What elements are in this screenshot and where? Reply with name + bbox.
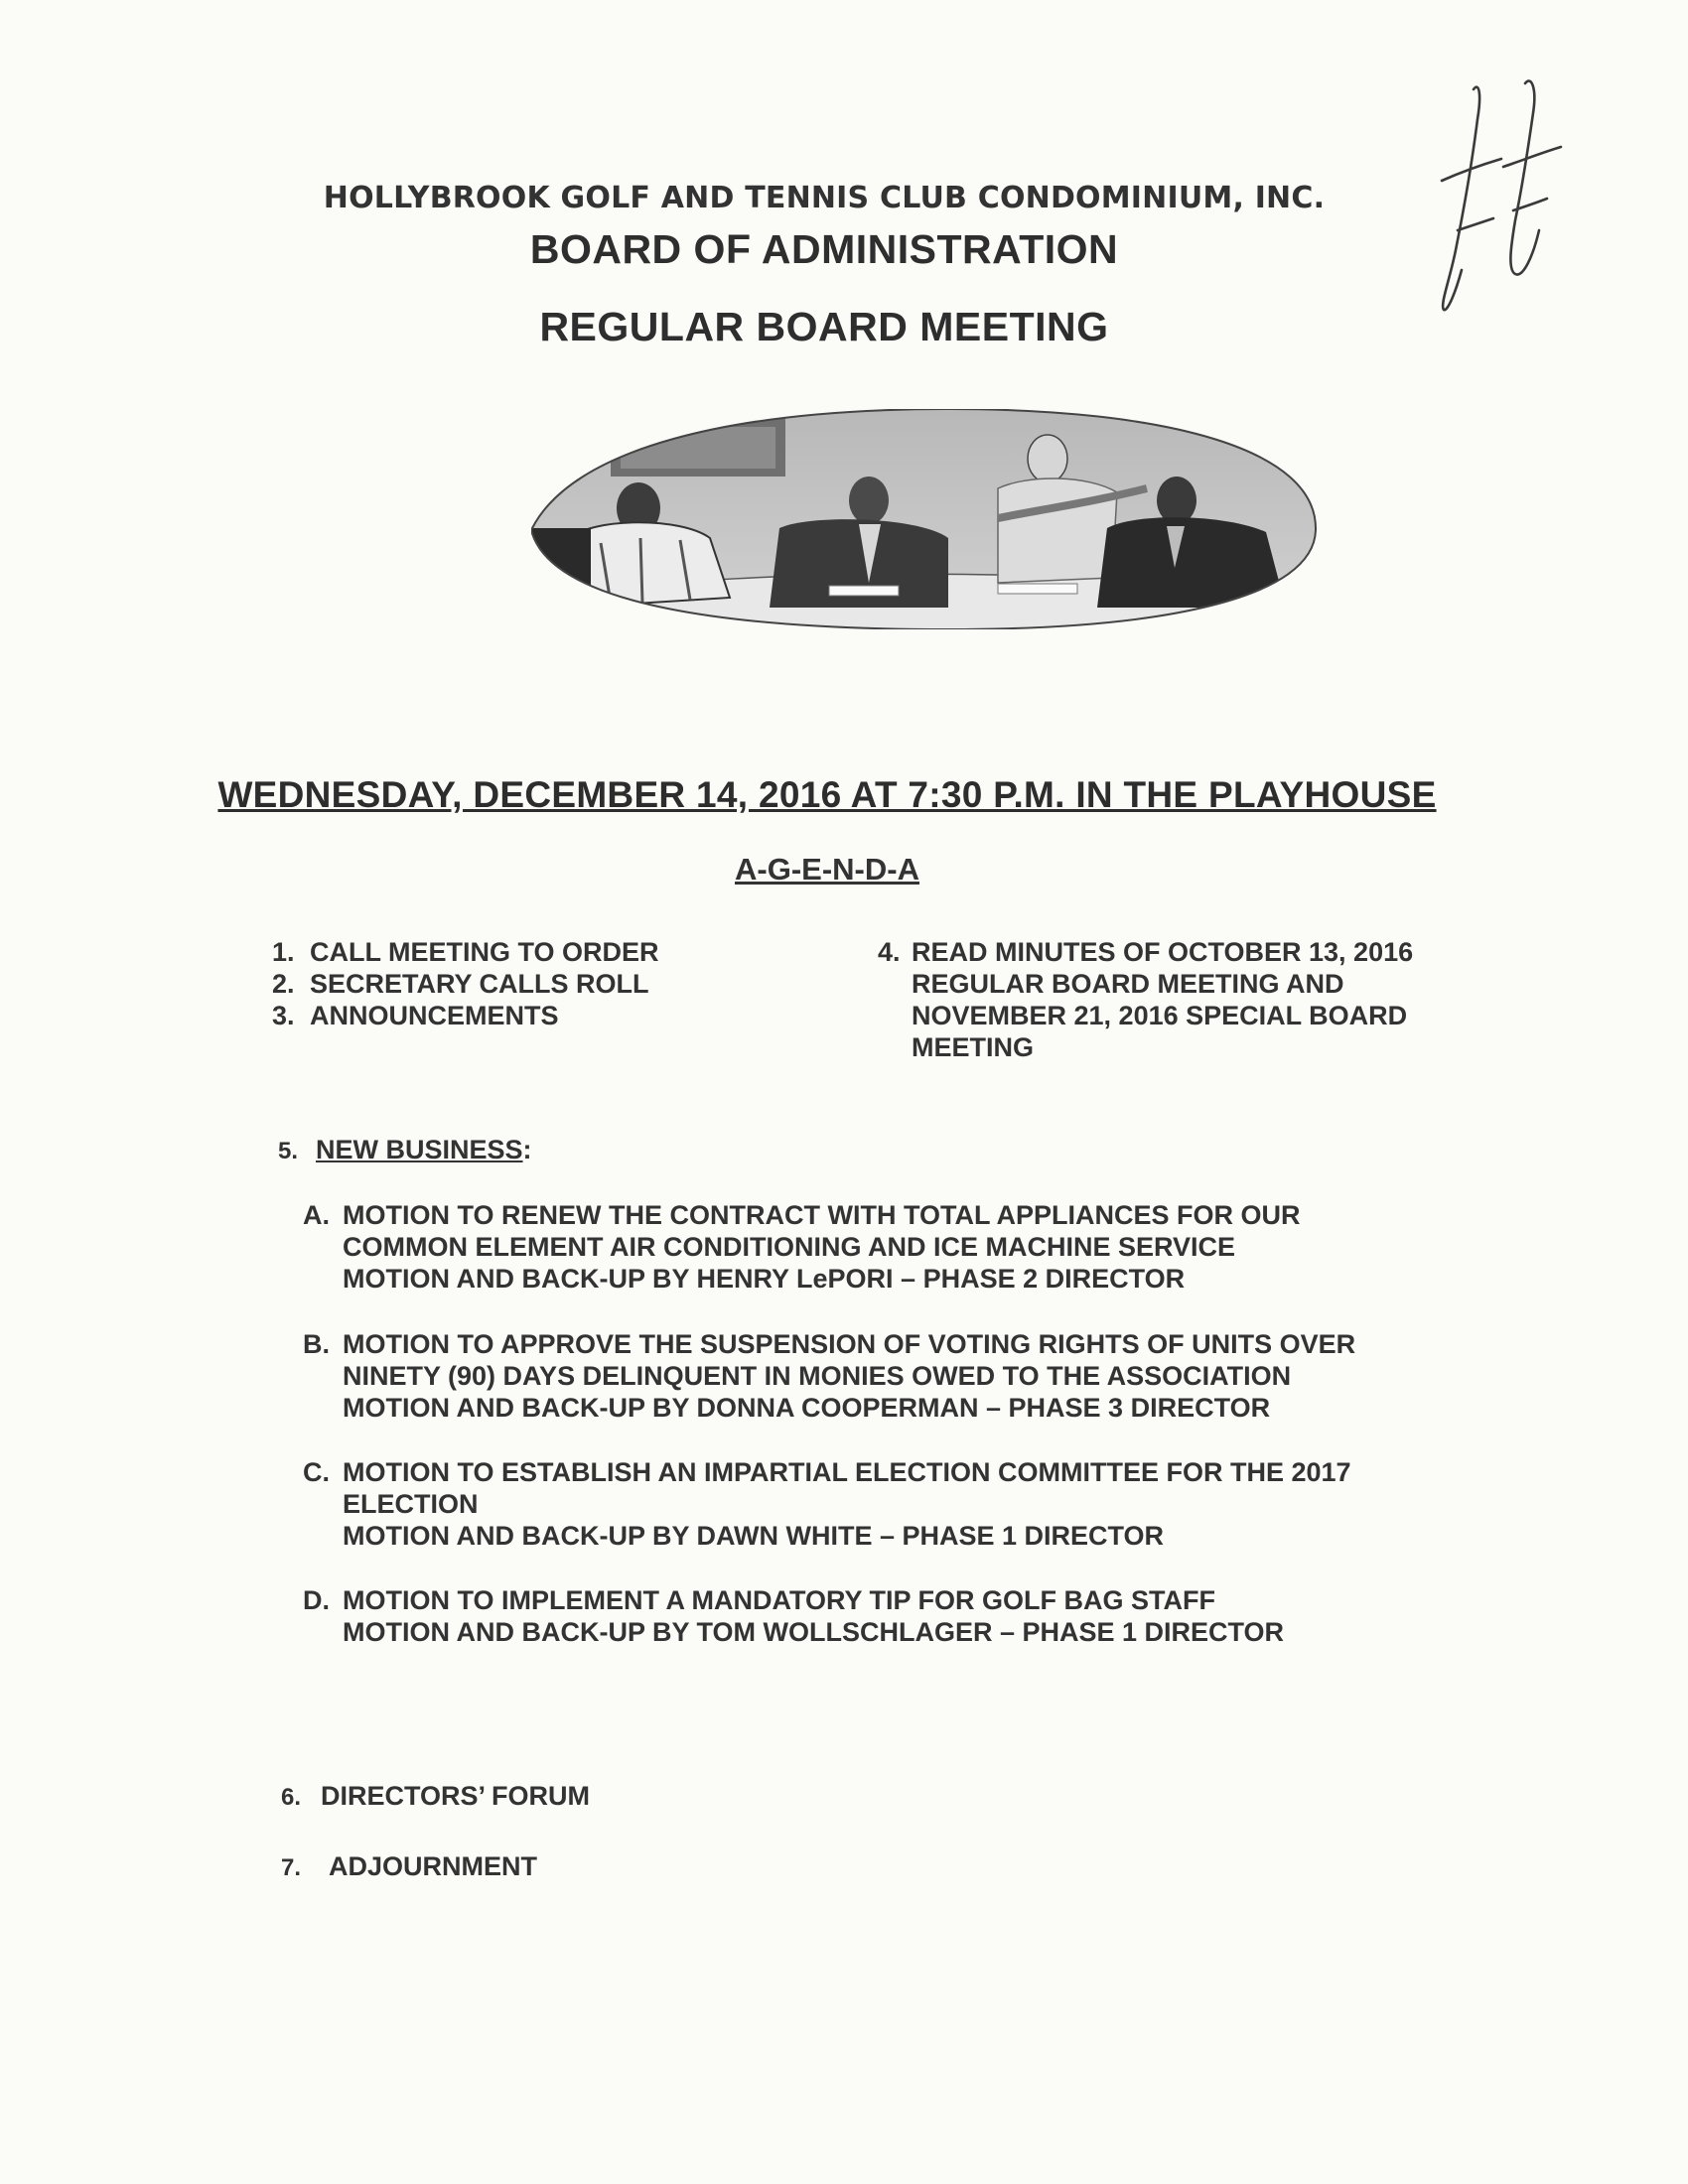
new-business-heading [278, 1134, 532, 1167]
agenda-item-number: 2. [272, 969, 295, 999]
motion-line: MOTION TO APPROVE THE SUSPENSION OF VOTING RIGHTS OF UNITS OVER [343, 1329, 1356, 1359]
agenda-item-7 [281, 1850, 537, 1884]
board-meeting-illustration-icon [531, 409, 1318, 629]
meeting-type-title: REGULAR BOARD MEETING [539, 304, 1109, 349]
agenda-heading: A-G-E-N-D-A [735, 852, 919, 887]
agenda-item-number: 3. [272, 1001, 295, 1030]
agenda-item-label: DIRECTORS’ FORUM [321, 1781, 591, 1811]
motion-item [303, 1199, 1300, 1295]
agenda-item [272, 1000, 559, 1031]
organization-name: HOLLYBROOK GOLF AND TENNIS CLUB CONDOMINIUM, INC. [323, 181, 1326, 215]
board-title: BOARD OF ADMINISTRATION [529, 226, 1119, 272]
motion-letter: B. [303, 1329, 330, 1359]
motion-line: MOTION AND BACK-UP BY DAWN WHITE – PHASE 1 DIRECTOR [343, 1521, 1165, 1551]
motion-letter: A. [303, 1200, 330, 1230]
motion-line: NINETY (90) DAYS DELINQUENT IN MONIES OWED TO THE ASSOCIATION [343, 1361, 1292, 1391]
agenda-item-number: 6. [281, 1784, 302, 1811]
agenda-item-line: READ MINUTES OF OCTOBER 13, 2016 [912, 937, 1414, 967]
meeting-date-line: WEDNESDAY, DECEMBER 14, 2016 AT 7:30 P.M. IN THE PLAYHOUSE [217, 774, 1437, 815]
agenda-item-number: 7. [281, 1854, 302, 1881]
agenda-item-4 [878, 936, 1413, 1063]
motion-line: COMMON ELEMENT AIR CONDITIONING AND ICE MACHINE SERVICE [343, 1232, 1236, 1262]
motion-letter: D. [303, 1585, 330, 1615]
handwritten-initials-icon [1430, 62, 1579, 330]
new-business-colon: : [522, 1135, 532, 1164]
agenda-item-label: ANNOUNCEMENTS [310, 1001, 559, 1030]
agenda-item-label: ADJOURNMENT [329, 1851, 538, 1881]
agenda-item-number: 1. [272, 937, 295, 967]
agenda-item-number: 4. [878, 937, 901, 967]
motion-item [303, 1456, 1351, 1552]
new-business-label: NEW BUSINESS [316, 1135, 523, 1164]
agenda-item-6 [281, 1780, 590, 1814]
motion-line: ELECTION [343, 1489, 479, 1519]
agenda-item-label: CALL MEETING TO ORDER [310, 937, 659, 967]
agenda-item-label: SECRETARY CALLS ROLL [310, 969, 649, 999]
motion-line: MOTION TO ESTABLISH AN IMPARTIAL ELECTION COMMITTEE FOR THE 2017 [343, 1457, 1351, 1487]
motion-line: MOTION AND BACK-UP BY HENRY LePORI – PHASE 2 DIRECTOR [343, 1264, 1186, 1294]
motion-line: MOTION TO RENEW THE CONTRACT WITH TOTAL APPLIANCES FOR OUR [343, 1200, 1301, 1230]
agenda-item-number: 5. [278, 1138, 299, 1164]
motion-line: MOTION AND BACK-UP BY DONNA COOPERMAN – PHASE 3 DIRECTOR [343, 1393, 1271, 1423]
motion-letter: C. [303, 1457, 330, 1487]
agenda-item [272, 968, 649, 1000]
agenda-item-line: MEETING [912, 1032, 1035, 1062]
motion-item [303, 1328, 1355, 1424]
motion-item [303, 1584, 1284, 1648]
motion-line: MOTION TO IMPLEMENT A MANDATORY TIP FOR GOLF BAG STAFF [343, 1585, 1215, 1615]
motion-line: MOTION AND BACK-UP BY TOM WOLLSCHLAGER – PHASE 1 DIRECTOR [343, 1617, 1285, 1647]
agenda-item [272, 936, 659, 968]
agenda-item-line: NOVEMBER 21, 2016 SPECIAL BOARD [912, 1001, 1408, 1030]
agenda-item-line: REGULAR BOARD MEETING AND [912, 969, 1344, 999]
